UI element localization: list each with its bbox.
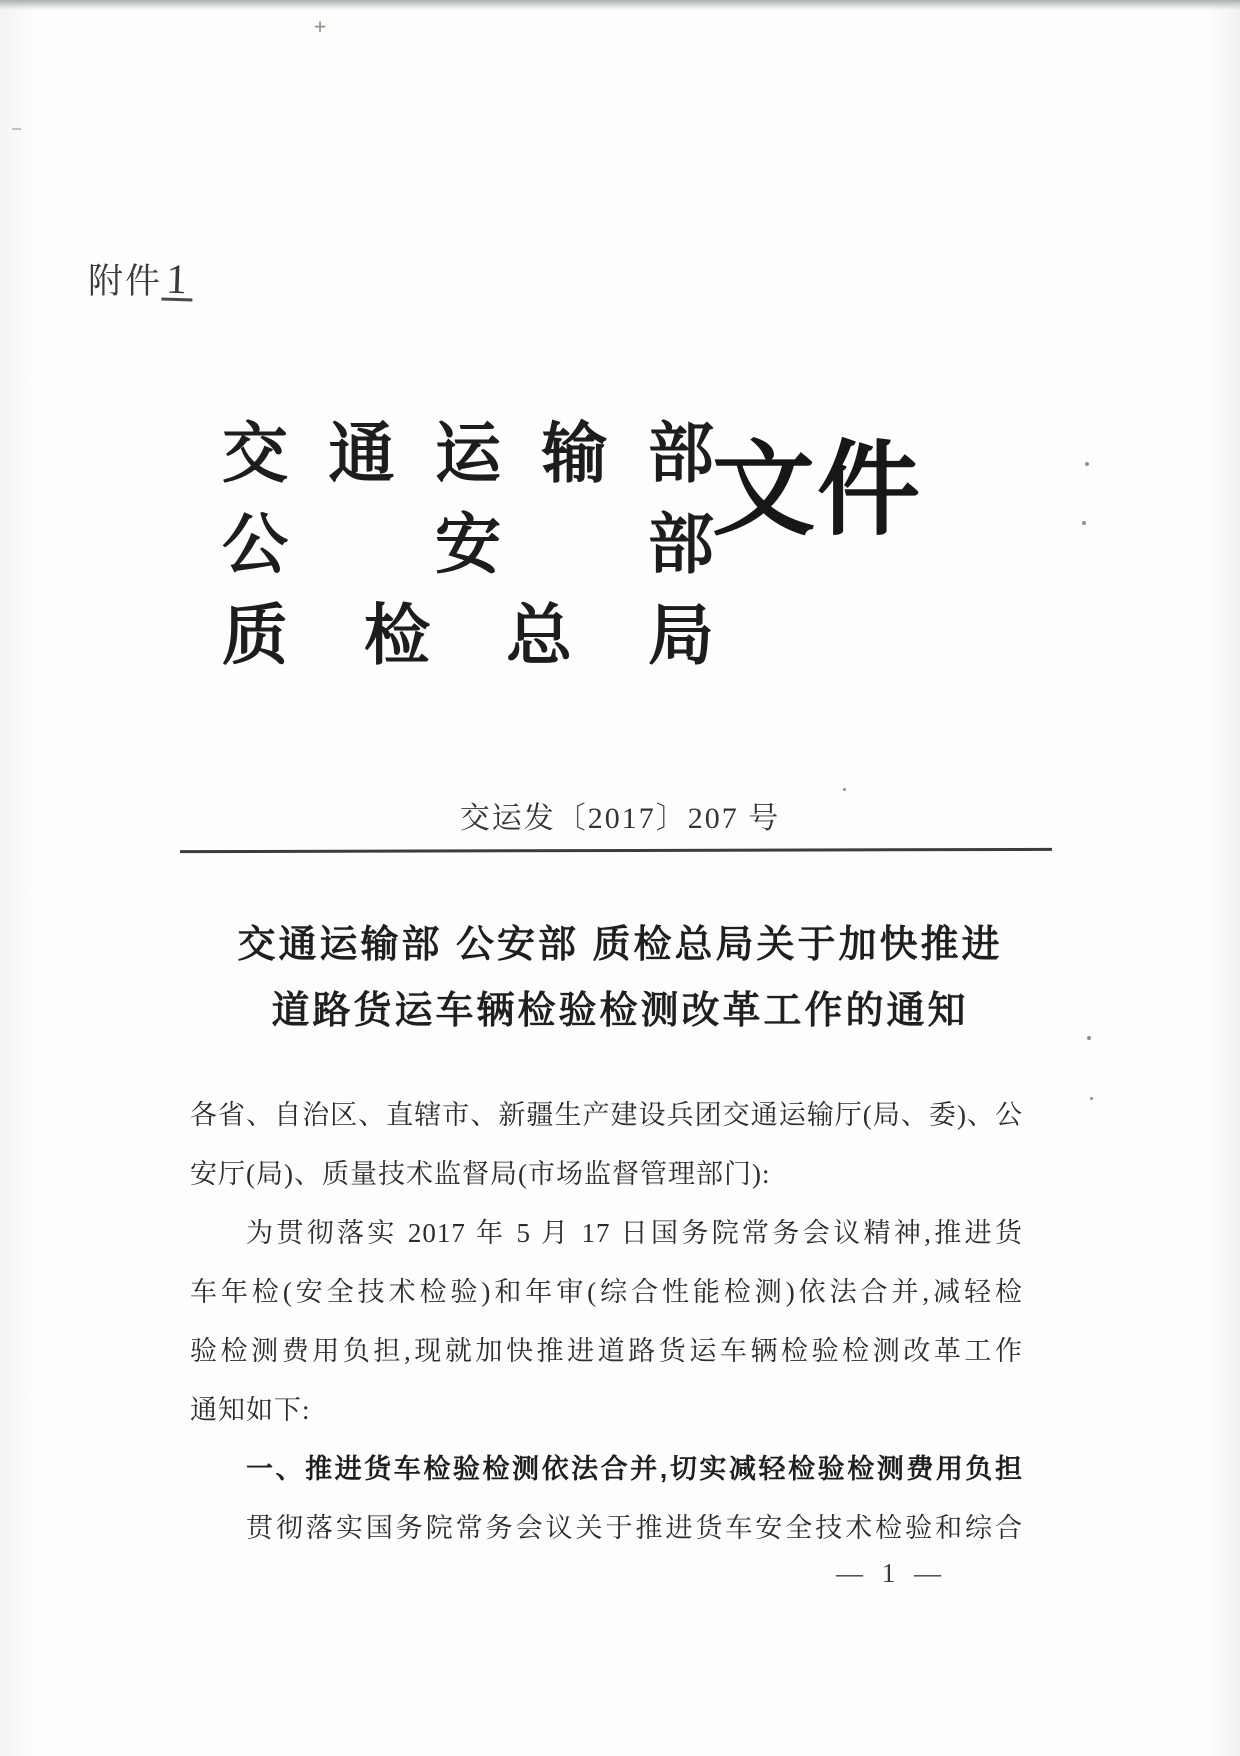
body-section-heading: 一、推进货车检验检测依法合并,切实减轻检验检测费用负担 [246,1454,1023,1484]
agency-line-transport-ministry: 交 通 运 输 部 [222,418,714,491]
document-title [0,912,1240,1044]
page-number: — 1 — [836,1558,947,1588]
body-line: 贯彻落实国务院常务会议关于推进货车安全技术检验和综合 [246,1513,1023,1543]
document-body [190,1086,1023,1558]
scan-speck [843,788,846,791]
body-line: 各省、自治区、直辖市、新疆生产建设兵团交通运输厅(局、委)、公 [190,1100,1023,1130]
header-divider-rule [180,848,1052,853]
scan-edge-artifact [0,0,1240,10]
scan-speck [1090,1097,1093,1100]
body-line: 为贯彻落实 2017 年 5 月 17 日国务院常务会议精神,推进货 [246,1218,1023,1248]
attachment-number: 1 [161,262,193,301]
agency-line-public-security-ministry: 公 安 部 [222,509,714,582]
title-line-1: 交通运输部 公安部 质检总局关于加快推进 [237,924,1003,966]
body-line: 车年检(安全技术检验)和年审(综合性能检测)依法合并,减轻检 [190,1277,1023,1307]
scan-mark: + [314,14,327,38]
body-line: 安厅(局)、质量技术监督局(市场监督管理部门): [190,1159,771,1189]
document-reference-number: 交运发〔2017〕207 号 [459,802,781,835]
scan-speck [1085,462,1089,466]
title-line-2: 道路货运车辆检验检测改革工作的通知 [271,990,969,1032]
issuing-agencies-header [222,420,714,672]
body-line: 通知如下: [190,1395,311,1425]
document-word: 文件 [712,434,922,548]
scan-mark [12,128,21,130]
agency-line-quality-inspection-bureau: 质 检 总 局 [222,600,714,673]
attachment-label [88,254,193,304]
attachment-label-text: 附件 [88,262,163,301]
scan-speck [1082,521,1086,525]
body-line: 验检测费用负担,现就加快推进道路货运车辆检验检测改革工作 [190,1336,1023,1366]
